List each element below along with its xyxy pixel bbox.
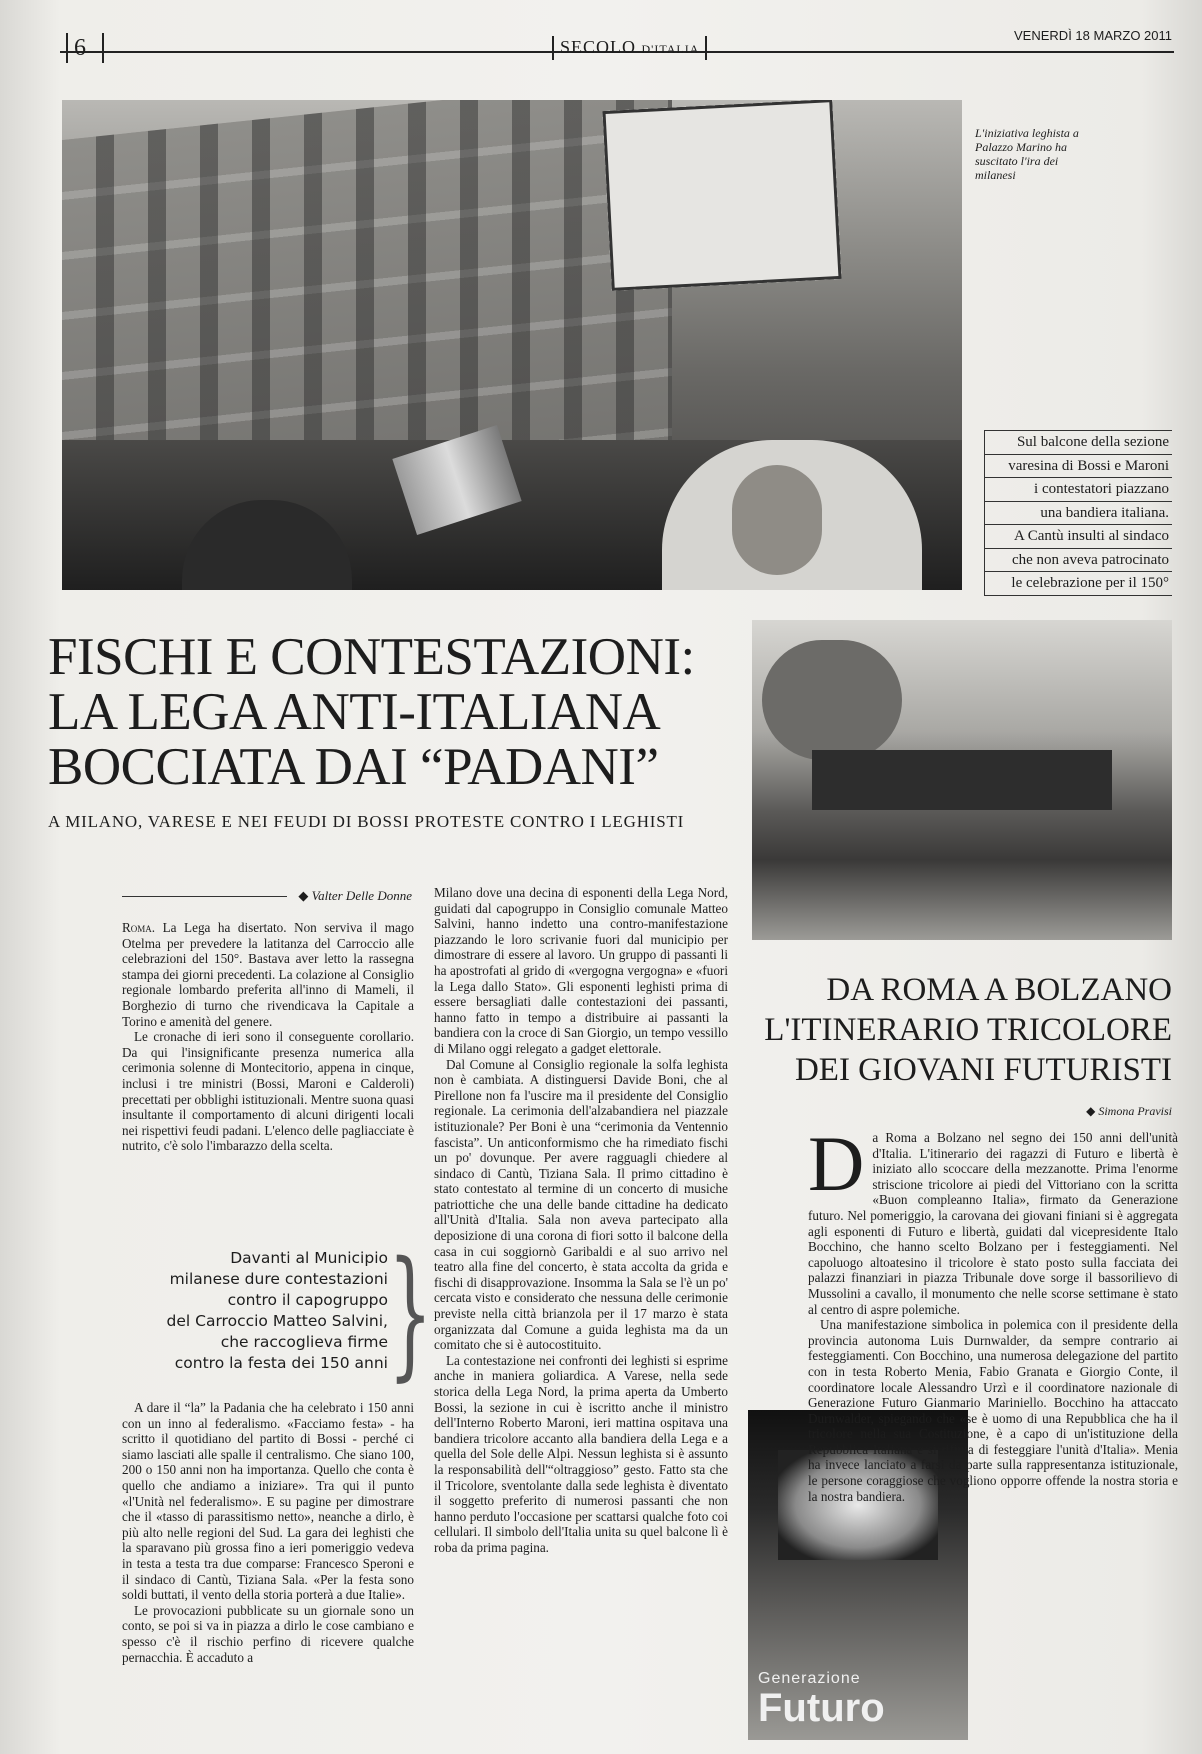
article-column-2 bbox=[434, 885, 728, 1740]
side-box-line: varesina di Bossi e Maroni bbox=[984, 455, 1172, 479]
paragraph: Milano dove una decina di esponenti della Lega Nord, guidati dal capogruppo in Consiglio comunale Matteo Salvini, hanno indetto una contro-manifestazione piazzando le loro scrivanie fuori dal municipio per dimostrare di essere al lavoro. Un gruppo di passanti li ha apostrofati al grido di «vergogna vergogna» e «fuori la Lega dallo Stato». Gli esponenti leghisti prima di essere bersagliati dalle contestazioni dei passanti, hanno fatto in tempo a distribuire ai passanti la bandiera con la croce di San Giorgio, un tempo vessillo di Milano oggi relegato a gadget elettorale. bbox=[434, 885, 728, 1056]
photo-tree bbox=[762, 640, 902, 760]
paragraph-text: a Roma a Bolzano nel segno dei 150 anni dell'unità d'Italia. L'itinerario dei ragazzi di Futuro e libertà è iniziato allo scoccare della mezzanotte. Prima l'enorme striscione tricolore ai piedi del Vittoriano con la scritta «Buon compleanno Italia», firmato da Generazione futuro. Nel pomeriggio, la carovana dei giovani finiani si è aggregata agli esponenti di Futuro e libertà, guidati dal vicepresidente Italo Bocchino, che hanno scelto Bolzano per i festeggiamenti. Nel capoluogo altoatesino il tricolore è stato posto sulla facciata dei palazzi finanziari in piazza Tribunale dove sorge il bassorilievo di Mussolini a cavallo, il monumento che nelle scorse settimane è stato al centro di aspre polemiche. bbox=[808, 1130, 1178, 1317]
paragraph: Le provocazioni pubblicate su un giornale sono un conto, se poi si va in piazza a dirlo le cose cambiano e spesso c'è il rischio perfino di ricevere qualche pernacchia. È accaduto a bbox=[122, 1602, 414, 1665]
paragraph: Una manifestazione simbolica in polemica con il presidente della provincia autonoma Luis Durnwalder, da sempre contrario ai festeggiamenti. Con Bocchino, una numerosa delegazione del partito con in testa Roberto Menia, Fabio Granata e Giorgio Conte, il coordinatore locale Alessandro Urzì e il coordinatore nazionale di Generazione Futuro Gianmario Mariniello. Bocchino ha attaccato Durnwalder, spiegando che «se è uomo di una Repubblica che ha il tricolore nella sua Costituzione, è a capo di un'istituzione della Repubblica Italiana e si rifiuta di festeggiare l'unità d'Italia». Menia ha invece lanciato a farsi da parte sulla rappresentanza istituzionale, le persone coraggiose che vogliono opporre offende la nostra storia e la nostra bandiera. bbox=[808, 1317, 1178, 1504]
logo-text-big: Futuro bbox=[758, 1686, 885, 1730]
headline-line: DEI GIOVANI FUTURISTI bbox=[794, 1052, 1172, 1088]
side-summary-box bbox=[984, 430, 1172, 596]
paragraph: Le cronache di ieri sono il conseguente corollario. Da qui l'insignificante presenza numerica alla cerimonia solenne di Montecitorio, appena in cinque, inclusi i tre ministri (Bossi, Maroni e Calderoli) precettati per obblighi istituzionali. Mentre suona quasi insultante il comportamento di alcuni dirigenti locali nei rispettivi feudi padani. L'elenco delle pagliacciate è nutrito, c'è solo l'imbarazzo della scelta. bbox=[122, 1029, 414, 1154]
headline-line: FISCHI E CONTESTAZIONI: bbox=[48, 628, 695, 686]
main-headline bbox=[48, 630, 738, 795]
newspaper-name-a: SECOLO bbox=[560, 37, 637, 57]
photo-protest-sign bbox=[602, 100, 841, 291]
side-box-line: i contestatori piazzano bbox=[984, 478, 1172, 502]
paragraph: Dal Comune al Consiglio regionale la solfa leghista non è cambiata. A distinguersi Davide Boni, che al Pirellone non fa l'uscire ma il presidente del Consiglio regionale. La cerimonia dell'alzabandiera nel piazzale istituzionale? Per Boni è una “cerimonia da Ventennio fascista”. Un anticonformismo che ha rimediato fischi un po' dovunque. Per avere ragguagli chiedere al sindaco di Cantù, Tiziana Sala. Il primo cittadino è stato contestato al termine di un concerto di musiche patriottiche che una delle bande cittadine ha dedicato all'Unità d'Italia. Sala non aveva partecipato alla deposizione di una corona di fiori sotto il balcone della casa in cui soggiornò Garibaldi e al suo arrivo nel teatro alla fine del concerto, è stata accolta da grida e fischi di disapprovazione. Insomma la Sala se l'è un po' cercata visto e considerato che nessuna delle cerimonie previste nella città brianzola per il 17 marzo è stata organizzata dal Comune a guida leghista ma da un comitato che si è autocostituito. bbox=[434, 1056, 728, 1353]
article2-column bbox=[808, 1130, 1178, 1750]
side-box-line: una bandiera italiana. bbox=[984, 502, 1172, 526]
pull-quote-line: contro il capogruppo bbox=[227, 1291, 388, 1309]
side-box-line: le celebrazione per il 150° bbox=[984, 572, 1172, 596]
dateline: Roma. bbox=[122, 920, 156, 935]
logo-text-small: Generazione bbox=[758, 1670, 861, 1687]
side-box-line: che non aveva patrocinato bbox=[984, 549, 1172, 573]
paragraph bbox=[808, 1130, 1178, 1317]
issue-date: VENERDÌ 18 MARZO 2011 bbox=[1014, 28, 1172, 43]
photo-caption: L'iniziativa leghista a Palazzo Marino ha suscitato l'ira dei milanesi bbox=[975, 126, 1079, 182]
main-photo bbox=[62, 100, 962, 590]
main-subheadline: A MILANO, VARESE E NEI FEUDI DI BOSSI PROTESTE CONTRO I LEGHISTI bbox=[48, 812, 685, 831]
paragraph bbox=[122, 920, 414, 1029]
paragraph: La contestazione nei confronti dei leghisti si esprime anche in maniera goliardica. A Varese, nella sede storica della Lega Nord, la prima aperta da Umberto Bossi, la sezione in cui è iscritto anche il ministro dell'Interno Roberto Maroni, ieri mattina ospitava una bandiera tricolore accanto alla bandiera della Lega e a quella del Sole delle Alpi. Nessun leghista si è assunto la responsabilità dell'“oltraggioso” gesto. Fatto sta che il Tricolore, sventolante dalla sede leghista è diventato il soggetto preferito di numerosi passanti che non hanno perduto l'occasione per scattarsi qualche foto coi cellulari. Il simbolo dell'Italia unita su quel balcone lì è roba da prima pagina. bbox=[434, 1352, 728, 1555]
side-box-line: A Cantù insulti al sindaco bbox=[984, 525, 1172, 549]
photo-banner bbox=[812, 750, 1112, 810]
headline-line: L'ITINERARIO TRICOLORE bbox=[764, 1012, 1172, 1048]
photo-woman-head bbox=[732, 465, 822, 575]
brace-icon: } bbox=[388, 1232, 433, 1395]
article-column-1a bbox=[122, 920, 414, 1190]
headline-line: LA LEGA ANTI-ITALIANA bbox=[48, 683, 661, 741]
article-column-1b bbox=[122, 1400, 414, 1740]
demonstration-photo bbox=[752, 620, 1172, 940]
pull-quote-line: Davanti al Municipio bbox=[230, 1249, 388, 1267]
page-number: 6 bbox=[66, 33, 104, 63]
pull-quote-line: milanese dure contestazioni bbox=[169, 1270, 388, 1288]
second-headline bbox=[760, 970, 1172, 1090]
headline-line: BOCCIATA DAI “PADANI” bbox=[48, 738, 659, 796]
pull-quote-line: che raccoglieva firme bbox=[220, 1333, 388, 1351]
side-box-line: Sul balcone della sezione bbox=[984, 430, 1172, 455]
second-byline: ◆ Simona Pravisi bbox=[1086, 1104, 1172, 1118]
main-byline: ◆ Valter Delle Donne bbox=[122, 888, 412, 904]
pull-quote bbox=[130, 1248, 388, 1374]
drop-cap: D bbox=[808, 1130, 865, 1207]
pull-quote-line: contro la festa dei 150 anni bbox=[174, 1354, 388, 1372]
newspaper-name bbox=[552, 36, 707, 60]
paragraph-text: La Lega ha disertato. Non serviva il mago Otelma per prevedere la latitanza del Carroccio alle celebrazioni del 150°. Bastava aver letto la rassegna stampa dei giorni precedenti. La colazione al Consiglio regionale lombardo preferita all'inno di Mameli, il Borghezio di turno che rivendicava la Capitale a Torino e amenità del genere. bbox=[122, 920, 414, 1029]
paragraph: A dare il “la” la Padania che ha celebrato i 150 anni con un inno al federalismo. «Facciamo festa» - ha scritto il quotidiano del partito di Bossi - perché ci siamo lasciati alle spalle il centralismo. Che siano 100, 200 o 150 anni non ha importanza. Quello che conta è quello che andiamo a iniziare». Tra qui il punto «l'Unità nel federalismo». E su pagine per dimostrare che il «tasso di parassitismo netto», neanche a dirlo, è più alto nelle regioni del Sud. La gara dei leghisti che la sparavano più grossa fino a ieri pomeriggio vedeva in testa a testa tra due comparse: Francesco Speroni e il sindaco di Cantù, Tiziana Sala. «Per la festa sono soldi buttati, il vento della storia porterà a due Italie». bbox=[122, 1400, 414, 1603]
pull-quote-line: del Carroccio Matteo Salvini, bbox=[166, 1312, 388, 1330]
headline-line: DA ROMA A BOLZANO bbox=[826, 972, 1172, 1008]
newspaper-name-b: D'ITALIA bbox=[641, 42, 700, 56]
